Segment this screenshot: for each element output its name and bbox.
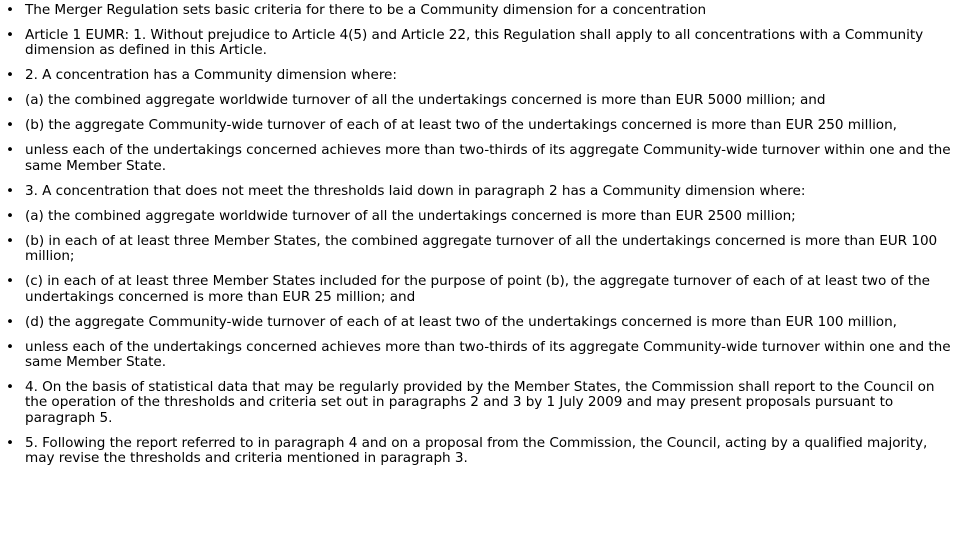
bullet-icon: • [6, 273, 14, 290]
bullet-text: 2. A concentration has a Community dimension where: [25, 67, 397, 84]
bullet-item [6, 184, 952, 199]
bullet-text: (c) in each of at least three Member States included for the purpose of point (b), the aggregate turnover of each of at least two of the undertakings concerned is more than EUR 25 million; and [25, 273, 930, 305]
bullet-text: (a) the combined aggregate worldwide turnover of all the undertakings concerned is more than EUR 2500 million; [25, 207, 796, 224]
bullet-list [6, 3, 952, 467]
bullet-text: (d) the aggregate Community-wide turnover of each of at least two of the undertakings concerned is more than EUR 100 million, [25, 313, 897, 330]
bullet-text: 3. A concentration that does not meet the thresholds laid down in paragraph 2 has a Community dimension where: [25, 182, 806, 199]
bullet-icon: • [6, 117, 14, 134]
bullet-item [6, 68, 952, 83]
bullet-item [6, 3, 952, 18]
bullet-text: unless each of the undertakings concerned achieves more than two-thirds of its aggregate Community-wide turnover within one and the same Member State. [25, 142, 951, 174]
bullet-icon: • [6, 2, 14, 18]
bullet-text: (b) the aggregate Community-wide turnover of each of at least two of the undertakings concerned is more than EUR 250 million, [25, 117, 897, 134]
bullet-icon: • [6, 379, 14, 396]
bullet-icon: • [6, 207, 14, 224]
bullet-text: (a) the combined aggregate worldwide turnover of all the undertakings concerned is more than EUR 5000 million; and [25, 92, 826, 109]
bullet-item [6, 209, 952, 224]
bullet-item [6, 380, 952, 426]
bullet-item [6, 315, 952, 330]
bullet-item [6, 118, 952, 133]
bullet-item [6, 93, 952, 108]
bullet-icon: • [6, 338, 14, 355]
bullet-icon: • [6, 182, 14, 199]
bullet-text: 4. On the basis of statistical data that may be regularly provided by the Member States, the Commission shall report to the Council on the operation of the thresholds and criteria set out in paragraphs 2 and 3 by 1 July 2009 and may present proposals pursuant to paragraph 5. [25, 379, 935, 426]
bullet-text: unless each of the undertakings concerned achieves more than two-thirds of its aggregate Community-wide turnover within one and the same Member State. [25, 338, 951, 371]
bullet-icon: • [6, 434, 14, 451]
bullet-item [6, 340, 952, 371]
bullet-icon: • [6, 313, 14, 330]
bullet-item [6, 143, 952, 174]
bullet-text: (b) in each of at least three Member States, the combined aggregate turnover of all the undertakings concerned is more than EUR 100 million; [25, 232, 938, 265]
bullet-item [6, 274, 952, 305]
bullet-item [6, 436, 952, 467]
bullet-text: Article 1 EUMR: 1. Without prejudice to Article 4(5) and Article 22, this Regulation shall apply to all concentrations with a Community dimension as defined in this Article. [25, 27, 924, 59]
bullet-icon: • [6, 142, 14, 159]
bullet-text: The Merger Regulation sets basic criteria for there to be a Community dimension for a concentration [25, 2, 707, 18]
bullet-icon: • [6, 232, 14, 249]
bullet-icon: • [6, 92, 14, 109]
bullet-item [6, 28, 952, 59]
bullet-icon: • [6, 27, 14, 43]
bullet-text: 5. Following the report referred to in paragraph 4 and on a proposal from the Commission, the Council, acting by a qualified majority, may revise the thresholds and criteria mentioned in paragraph 3. [25, 434, 928, 467]
bullet-item [6, 234, 952, 265]
bullet-icon: • [6, 67, 14, 84]
